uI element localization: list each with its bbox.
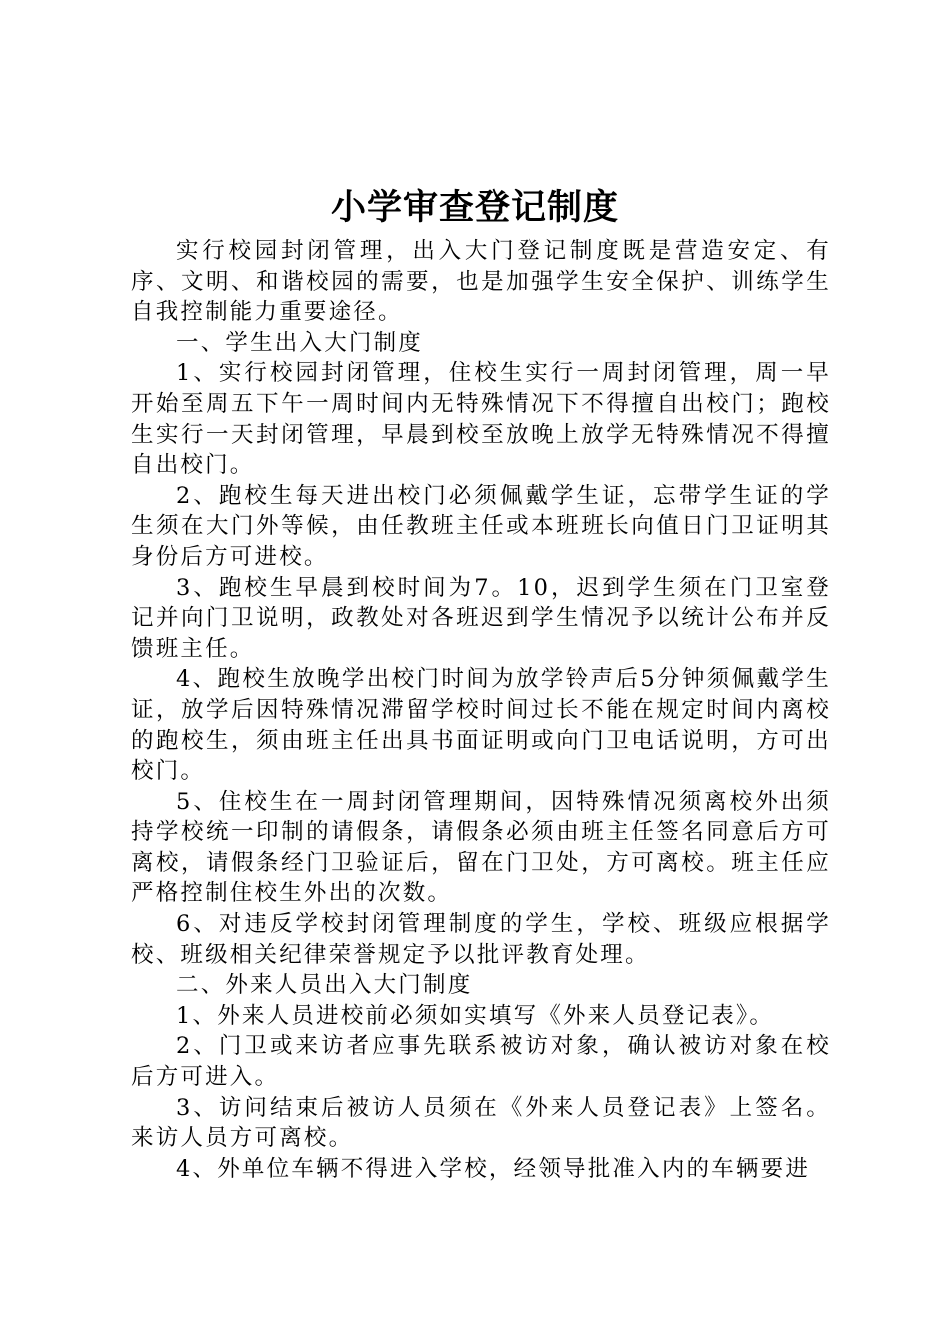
rule-paragraph: 6、对违反学校封闭管理制度的学生，学校、班级应根据学校、班级相关纪律荣誉规定予以批评教育处理。 bbox=[131, 911, 831, 968]
rule-paragraph: 2、跑校生每天进出校门必须佩戴学生证，忘带学生证的学生须在大门外等候，由任教班主任或本班班长向值日门卫证明其身份后方可进校。 bbox=[131, 482, 831, 570]
rule-paragraph: 3、访问结束后被访人员须在《外来人员登记表》上签名。来访人员方可离校。 bbox=[131, 1094, 831, 1152]
rule-paragraph: 5、住校生在一周封闭管理期间，因特殊情况须离校外出须持学校统一印制的请假条，请假条必须由班主任签名同意后方可离校，请假条经门卫验证后，留在门卫处，方可离校。班主任应严格控制住校生外出的次数。 bbox=[131, 788, 831, 907]
rule-paragraph: 1、外来人员进校前必须如实填写《外来人员登记表》。 bbox=[176, 1002, 775, 1029]
rule-paragraph: 4、外单位车辆不得进入学校，经领导批准入内的车辆要进 bbox=[176, 1155, 811, 1182]
document-body bbox=[131, 236, 831, 1184]
rule-paragraph: 3、跑校生早晨到校时间为7。10，迟到学生须在门卫室登记并向门卫说明，政教处对各班迟到学生情况予以统计公布并反馈班主任。 bbox=[131, 574, 831, 662]
section-heading-students: 一、学生出入大门制度 bbox=[176, 329, 424, 356]
document-title: 小学审查登记制度 bbox=[330, 188, 619, 228]
rule-paragraph: 2、门卫或来访者应事先联系被访对象，确认被访对象在校后方可进入。 bbox=[131, 1033, 831, 1091]
rule-paragraph: 4、跑校生放晚学出校门时间为放学铃声后5分钟须佩戴学生证，放学后因特殊情况滞留学校时间过长不能在规定时间内离校的跑校生，须由班主任出具书面证明或向门卫电话说明，方可出校门。 bbox=[131, 666, 831, 785]
rule-paragraph: 1、实行校园封闭管理，住校生实行一周封闭管理，周一早开始至周五下午一周时间内无特殊情况下不得擅自出校门；跑校生实行一天封闭管理，早晨到校至放晚上放学无特殊情况不得擅自出校门。 bbox=[131, 360, 831, 479]
section-heading-visitors: 二、外来人员出入大门制度 bbox=[176, 972, 473, 999]
intro-paragraph: 实行校园封闭管理，出入大门登记制度既是营造安定、有序、文明、和谐校园的需要，也是加强学生安全保护、训练学生自我控制能力重要途径。 bbox=[131, 238, 831, 326]
